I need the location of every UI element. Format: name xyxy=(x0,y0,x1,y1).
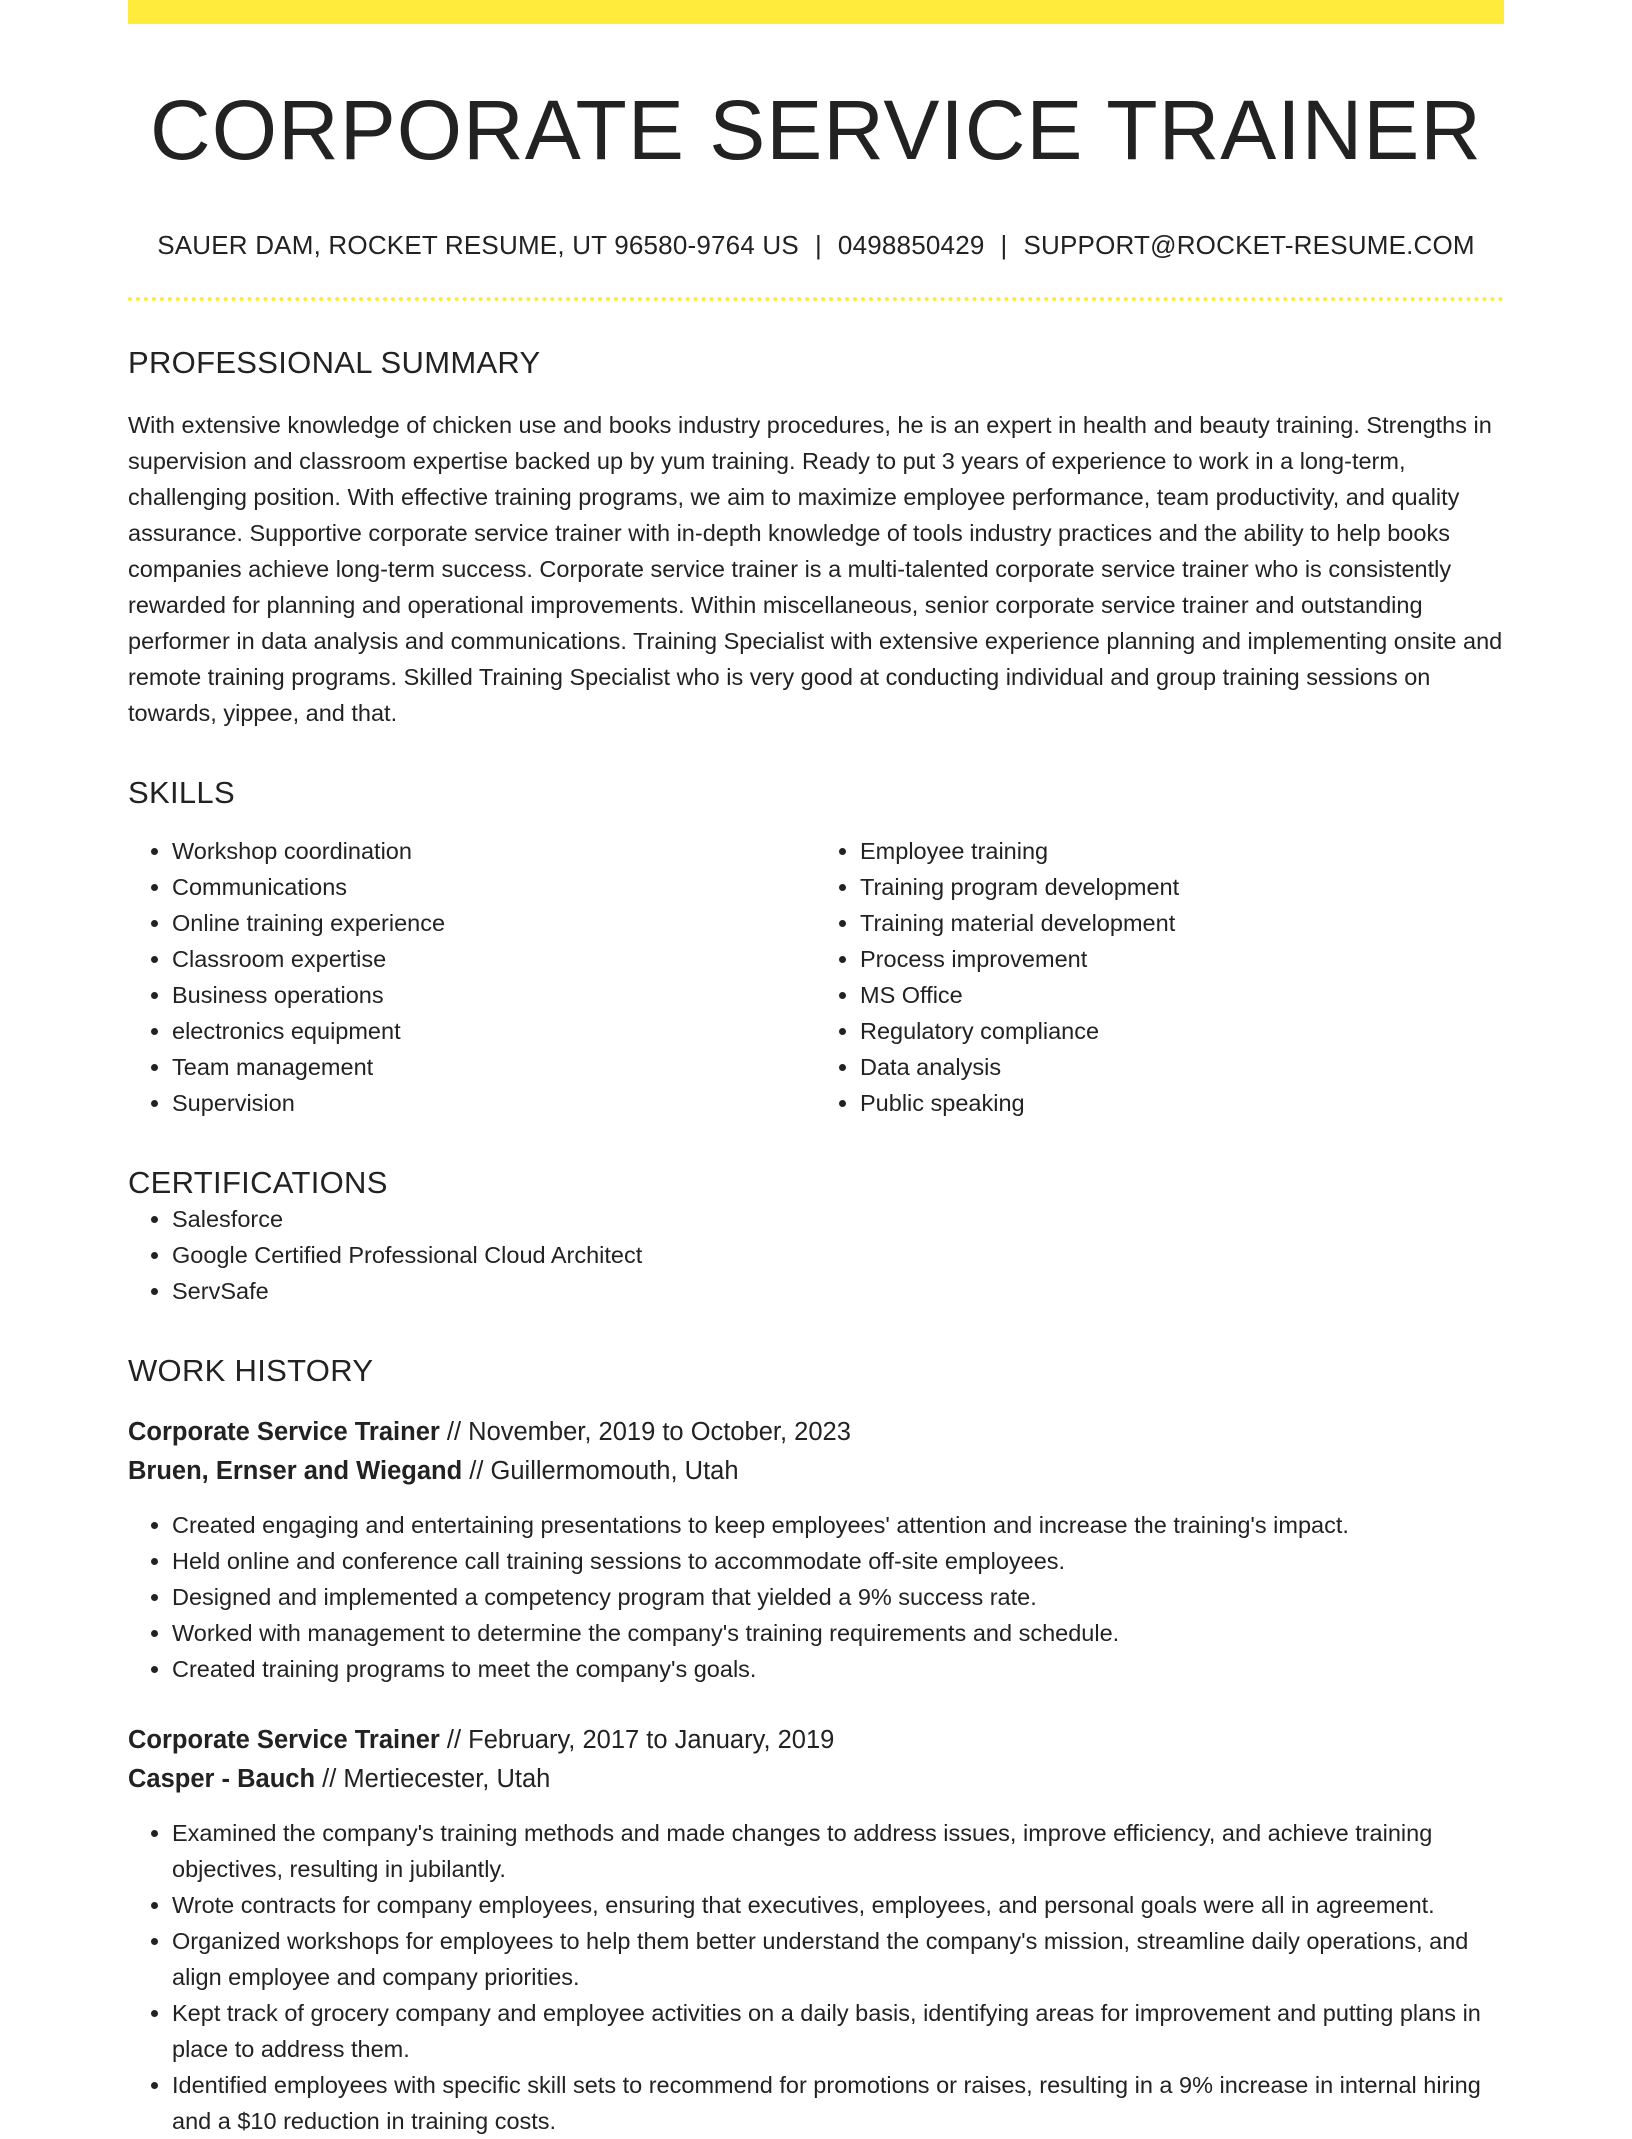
job-bullets xyxy=(128,1815,1504,2139)
job-dates: // November, 2019 to October, 2023 xyxy=(439,1418,851,1447)
skill-item: • Online training experience xyxy=(172,905,816,941)
summary-section xyxy=(128,345,1504,731)
certification-item: • ServSafe xyxy=(172,1273,1504,1309)
job-bullet: • Designed and implemented a competency program that yielded a 9% success rate. xyxy=(172,1579,1504,1615)
skills-heading: SKILLS xyxy=(128,775,235,811)
skill-item: • Data analysis xyxy=(860,1049,1504,1085)
job-bullet: • Held online and conference call training sessions to accommodate off-site employees. xyxy=(172,1543,1504,1579)
skills-section xyxy=(128,775,1504,1121)
top-accent-bar xyxy=(128,0,1504,24)
job-company: Bruen, Ernser and Wiegand xyxy=(128,1457,463,1486)
job-title: Corporate Service Trainer xyxy=(128,1418,440,1447)
skill-item: • Supervision xyxy=(172,1085,816,1121)
job-entry xyxy=(128,1413,1504,1687)
job-bullet: • Created training programs to meet the company's goals. xyxy=(172,1651,1504,1687)
contact-address: SAUER DAM, ROCKET RESUME, UT 96580-9764 US xyxy=(157,230,799,261)
contact-email: SUPPORT@ROCKET-RESUME.COM xyxy=(1023,230,1475,261)
jobs-container xyxy=(128,1413,1504,2139)
job-location: // Guillermomouth, Utah xyxy=(462,1457,739,1486)
certification-item: • Google Certified Professional Cloud Architect xyxy=(172,1237,1504,1273)
skill-item: • Employee training xyxy=(860,833,1504,869)
job-bullet: • Wrote contracts for company employees, ensuring that executives, employees, and personal goals were all in agreement. xyxy=(172,1887,1504,1923)
job-company: Casper - Bauch xyxy=(128,1765,316,1794)
skills-columns xyxy=(128,833,1504,1121)
job-title-line xyxy=(128,1413,1504,1452)
job-bullet: • Worked with management to determine the company's training requirements and schedule. xyxy=(172,1615,1504,1651)
contact-separator: | xyxy=(814,230,822,261)
summary-text: With extensive knowledge of chicken use and books industry procedures, he is an expert in health and beauty training. Strengths in supervision and classroom expertise backed up by yum training. Ready to put 3 years of experience to work in a long-term, challenging position. With effective training programs, we aim to maximize employee performance, team productivity, and quality assurance. Supportive corporate service trainer with in-depth knowledge of tools industry practices and the ability to help books companies achieve long-term success. Corporate service trainer is a multi-talented corporate service trainer who is consistently rewarded for planning and operational improvements. Within miscellaneous, senior corporate service trainer and outstanding performer in data analysis and communications. Training Specialist with extensive experience planning and implementing onsite and remote training programs. Skilled Training Specialist who is very good at conducting individual and group training sessions on towards, yippee, and that. xyxy=(128,412,1503,727)
certifications-heading: CERTIFICATIONS xyxy=(128,1165,388,1201)
skill-item: • Regulatory compliance xyxy=(860,1013,1504,1049)
skill-item: • Training program development xyxy=(860,869,1504,905)
skill-item: • Communications xyxy=(172,869,816,905)
work-history-section xyxy=(128,1353,1504,2139)
certifications-list xyxy=(128,1201,1504,1309)
skills-right-list xyxy=(816,833,1504,1121)
contact-line xyxy=(128,230,1504,261)
resume-page xyxy=(128,0,1504,2139)
skill-item: • electronics equipment xyxy=(172,1013,816,1049)
work-history-heading: WORK HISTORY xyxy=(128,1353,374,1389)
job-bullet: • Organized workshops for employees to help them better understand the company's mission, streamline daily operations, and align employee and company priorities. xyxy=(172,1923,1504,1995)
job-bullet: • Identified employees with specific skill sets to recommend for promotions or raises, resulting in a 9% increase in internal hiring and a $10 reduction in training costs. xyxy=(172,2067,1504,2139)
dotted-divider xyxy=(128,297,1504,301)
summary-heading: PROFESSIONAL SUMMARY xyxy=(128,345,541,381)
skill-item: • Process improvement xyxy=(860,941,1504,977)
skill-item: • Classroom expertise xyxy=(172,941,816,977)
job-bullet: • Created engaging and entertaining presentations to keep employees' attention and increase the training's impact. xyxy=(172,1507,1504,1543)
skill-item: • Business operations xyxy=(172,977,816,1013)
skill-item: • Public speaking xyxy=(860,1085,1504,1121)
skill-item: • Workshop coordination xyxy=(172,833,816,869)
job-location: // Mertiecester, Utah xyxy=(315,1765,551,1794)
candidate-name: CORPORATE SERVICE TRAINER xyxy=(150,83,1482,177)
contact-separator: | xyxy=(1000,230,1008,261)
contact-phone: 0498850429 xyxy=(837,230,985,261)
skill-item: • Team management xyxy=(172,1049,816,1085)
job-entry xyxy=(128,1721,1504,2139)
certification-item: • Salesforce xyxy=(172,1201,1504,1237)
job-bullet: • Kept track of grocery company and employee activities on a daily basis, identifying areas for improvement and putting plans in place to address them. xyxy=(172,1995,1504,2067)
job-dates: // February, 2017 to January, 2019 xyxy=(439,1726,835,1755)
job-title-line xyxy=(128,1721,1504,1760)
job-title: Corporate Service Trainer xyxy=(128,1726,440,1755)
skills-left-list xyxy=(128,833,816,1121)
skill-item: • Training material development xyxy=(860,905,1504,941)
job-company-line xyxy=(128,1760,1504,1799)
skill-item: • MS Office xyxy=(860,977,1504,1013)
certifications-section xyxy=(128,1165,1504,1309)
job-bullets xyxy=(128,1507,1504,1687)
job-company-line xyxy=(128,1452,1504,1491)
job-bullet: • Examined the company's training methods and made changes to address issues, improve efficiency, and achieve training objectives, resulting in jubilantly. xyxy=(172,1815,1504,1887)
